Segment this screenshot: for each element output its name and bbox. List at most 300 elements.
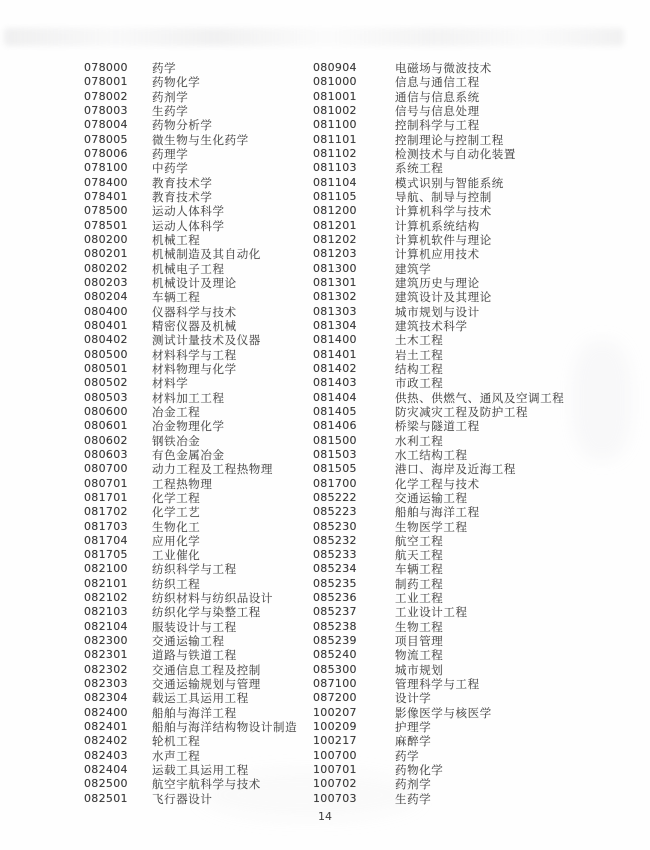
table-row <box>84 176 297 190</box>
table-row <box>84 663 297 677</box>
discipline-code: 081404 <box>313 390 357 404</box>
discipline-code: 080904 <box>313 61 357 74</box>
discipline-code: 081503 <box>313 447 357 461</box>
discipline-name: 应用化学 <box>152 533 201 548</box>
table-row <box>84 333 297 347</box>
discipline-code: 082400 <box>84 705 128 719</box>
discipline-name: 药物化学 <box>152 75 201 90</box>
table-row <box>84 534 297 548</box>
discipline-name: 检测技术与自动化装置 <box>395 146 516 161</box>
discipline-code: 080502 <box>84 376 128 390</box>
discipline-name: 航天工程 <box>395 548 444 563</box>
discipline-name: 机械工程 <box>152 232 201 247</box>
table-row <box>84 233 297 247</box>
discipline-code: 080203 <box>84 275 128 289</box>
table-row <box>84 720 297 734</box>
discipline-code: 085223 <box>313 505 357 519</box>
table-row <box>84 362 297 376</box>
discipline-code: 082501 <box>84 791 128 805</box>
table-row <box>84 419 297 433</box>
discipline-code: 085300 <box>313 662 357 676</box>
discipline-name: 飞行器设计 <box>152 791 213 806</box>
discipline-name: 交通运输工程 <box>152 634 225 649</box>
table-row <box>313 405 564 419</box>
discipline-name: 药剂学 <box>395 777 432 792</box>
discipline-name: 中药学 <box>152 161 189 176</box>
discipline-name: 水声工程 <box>152 748 201 763</box>
table-row <box>313 448 564 462</box>
discipline-name: 水利工程 <box>395 433 444 448</box>
discipline-name: 建筑技术科学 <box>395 318 468 333</box>
table-row <box>313 462 564 476</box>
table-row <box>84 133 297 147</box>
discipline-name: 管理科学与工程 <box>395 677 480 692</box>
discipline-name: 纺织材料与纺织品设计 <box>152 591 273 606</box>
table-row <box>84 219 297 233</box>
discipline-code: 081202 <box>313 232 357 246</box>
discipline-name: 微生物与生化药学 <box>152 132 249 147</box>
discipline-name: 制药工程 <box>395 576 444 591</box>
discipline-code: 080401 <box>84 318 128 332</box>
discipline-name: 化学工程 <box>152 490 201 505</box>
discipline-code: 081200 <box>313 204 357 218</box>
discipline-code: 081101 <box>313 132 357 146</box>
discipline-code: 085232 <box>313 533 357 547</box>
table-row <box>84 61 297 75</box>
table-row <box>313 749 564 763</box>
discipline-name: 钢铁冶金 <box>152 433 201 448</box>
discipline-name: 冶金工程 <box>152 404 201 419</box>
discipline-code: 100207 <box>313 705 357 719</box>
table-row <box>313 362 564 376</box>
table-row <box>313 720 564 734</box>
discipline-name: 药物化学 <box>395 763 444 778</box>
discipline-code: 078100 <box>84 161 128 175</box>
table-row <box>84 376 297 390</box>
discipline-code: 081700 <box>313 476 357 490</box>
table-row <box>313 161 564 175</box>
discipline-code: 081001 <box>313 89 357 103</box>
discipline-code: 100702 <box>313 777 357 791</box>
table-row <box>84 749 297 763</box>
discipline-code: 082403 <box>84 748 128 762</box>
table-row <box>84 677 297 691</box>
table-row <box>84 605 297 619</box>
discipline-code: 082102 <box>84 591 128 605</box>
discipline-code: 082103 <box>84 605 128 619</box>
table-row <box>84 190 297 204</box>
discipline-name: 动力工程及工程热物理 <box>152 462 273 477</box>
table-row <box>313 61 564 75</box>
discipline-code: 081505 <box>313 462 357 476</box>
table-row <box>313 133 564 147</box>
discipline-code: 081704 <box>84 533 128 547</box>
discipline-name: 生药学 <box>152 103 189 118</box>
discipline-code: 081402 <box>313 361 357 375</box>
table-row <box>313 348 564 362</box>
discipline-name: 市政工程 <box>395 376 444 391</box>
discipline-name: 信息与通信工程 <box>395 75 480 90</box>
discipline-name: 教育技术学 <box>152 189 213 204</box>
discipline-name: 材料科学与工程 <box>152 347 237 362</box>
table-row <box>84 348 297 362</box>
discipline-name: 机械电子工程 <box>152 261 225 276</box>
discipline-code: 080400 <box>84 304 128 318</box>
discipline-code: 100209 <box>313 720 357 734</box>
discipline-code: 080602 <box>84 433 128 447</box>
discipline-name: 材料加工工程 <box>152 390 225 405</box>
discipline-name: 载运工具运用工程 <box>152 691 249 706</box>
discipline-code: 078500 <box>84 204 128 218</box>
scan-artifact-band <box>4 28 624 46</box>
table-row <box>313 763 564 777</box>
discipline-name: 城市规划与设计 <box>395 304 480 319</box>
discipline-name: 交通运输工程 <box>395 490 468 505</box>
table-row <box>313 75 564 89</box>
discipline-name: 物流工程 <box>395 648 444 663</box>
discipline-name: 纺织科学与工程 <box>152 562 237 577</box>
discipline-name: 通信与信息系统 <box>395 89 480 104</box>
discipline-code: 080503 <box>84 390 128 404</box>
discipline-code: 078001 <box>84 75 128 89</box>
discipline-name: 船舶与海洋工程 <box>152 705 237 720</box>
table-row <box>84 491 297 505</box>
table-row <box>84 147 297 161</box>
discipline-name: 仪器科学与技术 <box>152 304 237 319</box>
discipline-code: 085237 <box>313 605 357 619</box>
discipline-name: 精密仪器及机械 <box>152 318 237 333</box>
table-row <box>313 204 564 218</box>
discipline-code: 080202 <box>84 261 128 275</box>
discipline-code: 080204 <box>84 290 128 304</box>
discipline-name: 导航、制导与控制 <box>395 189 492 204</box>
discipline-name: 运动人体科学 <box>152 204 225 219</box>
discipline-name: 项目管理 <box>395 634 444 649</box>
discipline-code: 078004 <box>84 118 128 132</box>
discipline-code: 081301 <box>313 275 357 289</box>
discipline-code: 081406 <box>313 419 357 433</box>
table-row <box>313 276 564 290</box>
discipline-code: 081304 <box>313 318 357 332</box>
discipline-name: 生物医学工程 <box>395 519 468 534</box>
table-row <box>84 634 297 648</box>
discipline-code: 087100 <box>313 677 357 691</box>
discipline-code: 082500 <box>84 777 128 791</box>
discipline-code: 082301 <box>84 648 128 662</box>
table-row <box>313 419 564 433</box>
table-row <box>84 691 297 705</box>
discipline-code: 078400 <box>84 175 128 189</box>
discipline-name: 化学工程与技术 <box>395 476 480 491</box>
table-row <box>84 305 297 319</box>
table-row <box>84 734 297 748</box>
discipline-name: 计算机软件与理论 <box>395 232 492 247</box>
discipline-code: 082100 <box>84 562 128 576</box>
table-row <box>313 792 564 806</box>
discipline-code: 082302 <box>84 662 128 676</box>
discipline-code: 082300 <box>84 634 128 648</box>
discipline-name: 港口、海岸及近海工程 <box>395 462 516 477</box>
discipline-name: 有色金属冶金 <box>152 447 225 462</box>
table-row <box>313 190 564 204</box>
table-row <box>84 276 297 290</box>
discipline-name: 道路与铁道工程 <box>152 648 237 663</box>
table-row <box>84 620 297 634</box>
table-row <box>84 763 297 777</box>
table-row <box>313 477 564 491</box>
discipline-code: 082404 <box>84 763 128 777</box>
table-row <box>313 648 564 662</box>
discipline-code: 082101 <box>84 576 128 590</box>
discipline-name: 船舶与海洋工程 <box>395 505 480 520</box>
discipline-code: 081104 <box>313 175 357 189</box>
table-row <box>313 434 564 448</box>
discipline-code: 080200 <box>84 232 128 246</box>
table-row <box>313 577 564 591</box>
discipline-code: 078000 <box>84 61 128 74</box>
discipline-name: 城市规划 <box>395 662 444 677</box>
table-row <box>84 391 297 405</box>
discipline-name: 交通信息工程及控制 <box>152 662 261 677</box>
discipline-code: 081701 <box>84 490 128 504</box>
discipline-name: 麻醉学 <box>395 734 432 749</box>
table-row <box>84 247 297 261</box>
discipline-name: 计算机系统结构 <box>395 218 480 233</box>
table-row <box>313 176 564 190</box>
discipline-code: 085222 <box>313 490 357 504</box>
discipline-name: 运载工具运用工程 <box>152 763 249 778</box>
table-row <box>313 333 564 347</box>
discipline-code: 080402 <box>84 333 128 347</box>
table-row <box>313 520 564 534</box>
discipline-code: 080201 <box>84 247 128 261</box>
discipline-name: 电磁场与微波技术 <box>395 61 492 75</box>
table-row <box>84 161 297 175</box>
discipline-name: 材料物理与化学 <box>152 361 237 376</box>
discipline-code: 085240 <box>313 648 357 662</box>
discipline-code: 078006 <box>84 146 128 160</box>
discipline-name: 计算机应用技术 <box>395 247 480 262</box>
table-row <box>84 290 297 304</box>
discipline-code: 080501 <box>84 361 128 375</box>
table-row <box>84 548 297 562</box>
discipline-name: 药物分析学 <box>152 118 213 133</box>
table-row <box>84 462 297 476</box>
discipline-code: 081303 <box>313 304 357 318</box>
discipline-code: 081103 <box>313 161 357 175</box>
table-row <box>84 477 297 491</box>
discipline-code: 081403 <box>313 376 357 390</box>
discipline-name: 纺织化学与染整工程 <box>152 605 261 620</box>
discipline-code: 081203 <box>313 247 357 261</box>
table-row <box>84 104 297 118</box>
table-row <box>313 305 564 319</box>
discipline-code: 100703 <box>313 791 357 805</box>
discipline-name: 控制理论与控制工程 <box>395 132 504 147</box>
discipline-code: 100700 <box>313 748 357 762</box>
page-number: 14 <box>318 810 332 823</box>
table-row <box>313 319 564 333</box>
table-row <box>84 90 297 104</box>
table-row <box>84 448 297 462</box>
discipline-code: 081705 <box>84 548 128 562</box>
table-row <box>84 434 297 448</box>
discipline-code: 085236 <box>313 591 357 605</box>
discipline-name: 化学工艺 <box>152 505 201 520</box>
table-row <box>313 677 564 691</box>
table-row <box>313 90 564 104</box>
discipline-name: 机械制造及其自动化 <box>152 247 261 262</box>
discipline-name: 影像医学与核医学 <box>395 705 492 720</box>
discipline-code: 081000 <box>313 75 357 89</box>
table-row <box>313 233 564 247</box>
discipline-code: 082402 <box>84 734 128 748</box>
discipline-code: 082304 <box>84 691 128 705</box>
discipline-name: 车辆工程 <box>152 290 201 305</box>
discipline-name: 生药学 <box>395 791 432 806</box>
discipline-code: 087200 <box>313 691 357 705</box>
discipline-code: 082104 <box>84 619 128 633</box>
discipline-code: 080601 <box>84 419 128 433</box>
discipline-name: 纺织工程 <box>152 576 201 591</box>
table-row <box>313 118 564 132</box>
discipline-name: 药理学 <box>152 146 189 161</box>
discipline-code: 081703 <box>84 519 128 533</box>
table-row <box>313 591 564 605</box>
discipline-name: 工业工程 <box>395 591 444 606</box>
discipline-name: 建筑设计及其理论 <box>395 290 492 305</box>
discipline-name: 控制科学与工程 <box>395 118 480 133</box>
table-row <box>313 219 564 233</box>
table-row <box>313 634 564 648</box>
discipline-code: 078002 <box>84 89 128 103</box>
table-row <box>84 505 297 519</box>
discipline-name: 模式识别与智能系统 <box>395 175 504 190</box>
discipline-name: 工程热物理 <box>152 476 213 491</box>
discipline-name: 药剂学 <box>152 89 189 104</box>
discipline-code: 081702 <box>84 505 128 519</box>
discipline-code: 081302 <box>313 290 357 304</box>
discipline-name: 航空工程 <box>395 533 444 548</box>
discipline-name: 运动人体科学 <box>152 218 225 233</box>
discipline-name: 交通运输规划与管理 <box>152 677 261 692</box>
table-row <box>84 792 297 806</box>
discipline-code: 078401 <box>84 189 128 203</box>
discipline-code: 081105 <box>313 189 357 203</box>
discipline-code: 085233 <box>313 548 357 562</box>
table-row <box>313 605 564 619</box>
scan-artifact-blob <box>572 340 632 460</box>
table-row <box>313 777 564 791</box>
discipline-name: 工业催化 <box>152 548 201 563</box>
discipline-code: 100701 <box>313 763 357 777</box>
table-row <box>313 491 564 505</box>
discipline-name: 服装设计与工程 <box>152 619 237 634</box>
discipline-code: 082401 <box>84 720 128 734</box>
discipline-code: 078003 <box>84 103 128 117</box>
table-row <box>84 118 297 132</box>
discipline-code: 100217 <box>313 734 357 748</box>
discipline-name: 设计学 <box>395 691 432 706</box>
discipline-name: 系统工程 <box>395 161 444 176</box>
discipline-name: 护理学 <box>395 720 432 735</box>
table-row <box>313 104 564 118</box>
discipline-code: 082303 <box>84 677 128 691</box>
table-row <box>84 75 297 89</box>
discipline-code: 080701 <box>84 476 128 490</box>
table-row <box>313 706 564 720</box>
discipline-code: 081405 <box>313 404 357 418</box>
table-row <box>313 376 564 390</box>
table-row <box>313 247 564 261</box>
discipline-name: 药学 <box>395 748 420 763</box>
table-row <box>84 405 297 419</box>
discipline-name: 船舶与海洋结构物设计制造 <box>152 720 298 735</box>
discipline-code: 085234 <box>313 562 357 576</box>
discipline-code: 085230 <box>313 519 357 533</box>
discipline-name: 药学 <box>152 61 177 75</box>
table-row <box>84 262 297 276</box>
discipline-code-list-left <box>84 61 297 806</box>
discipline-name: 水工结构工程 <box>395 447 468 462</box>
discipline-code: 078501 <box>84 218 128 232</box>
table-row <box>84 562 297 576</box>
table-row <box>84 777 297 791</box>
discipline-code: 085238 <box>313 619 357 633</box>
discipline-name: 岩土工程 <box>395 347 444 362</box>
table-row <box>84 577 297 591</box>
table-row <box>84 319 297 333</box>
table-row <box>313 691 564 705</box>
discipline-code: 078005 <box>84 132 128 146</box>
discipline-code: 085235 <box>313 576 357 590</box>
table-row <box>84 204 297 218</box>
table-row <box>313 290 564 304</box>
table-row <box>84 520 297 534</box>
discipline-code: 081102 <box>313 146 357 160</box>
table-row <box>84 591 297 605</box>
discipline-code: 085239 <box>313 634 357 648</box>
discipline-name: 机械设计及理论 <box>152 275 237 290</box>
discipline-name: 生物工程 <box>395 619 444 634</box>
discipline-code: 081300 <box>313 261 357 275</box>
discipline-name: 土木工程 <box>395 333 444 348</box>
table-row <box>84 648 297 662</box>
discipline-name: 教育技术学 <box>152 175 213 190</box>
table-row <box>313 391 564 405</box>
discipline-name: 建筑历史与理论 <box>395 275 480 290</box>
discipline-code: 080600 <box>84 404 128 418</box>
discipline-name: 车辆工程 <box>395 562 444 577</box>
discipline-name: 轮机工程 <box>152 734 201 749</box>
table-row <box>313 663 564 677</box>
discipline-name: 计算机科学与技术 <box>395 204 492 219</box>
discipline-name: 工业设计工程 <box>395 605 468 620</box>
discipline-name: 测试计量技术及仪器 <box>152 333 261 348</box>
discipline-code: 081201 <box>313 218 357 232</box>
discipline-code: 080700 <box>84 462 128 476</box>
table-row <box>313 505 564 519</box>
discipline-code: 081400 <box>313 333 357 347</box>
discipline-code: 081002 <box>313 103 357 117</box>
discipline-name: 建筑学 <box>395 261 432 276</box>
discipline-name: 防灾减灾工程及防护工程 <box>395 404 529 419</box>
discipline-name: 结构工程 <box>395 361 444 376</box>
discipline-name: 信号与信息处理 <box>395 103 480 118</box>
discipline-code: 080500 <box>84 347 128 361</box>
table-row <box>313 620 564 634</box>
table-row <box>313 562 564 576</box>
